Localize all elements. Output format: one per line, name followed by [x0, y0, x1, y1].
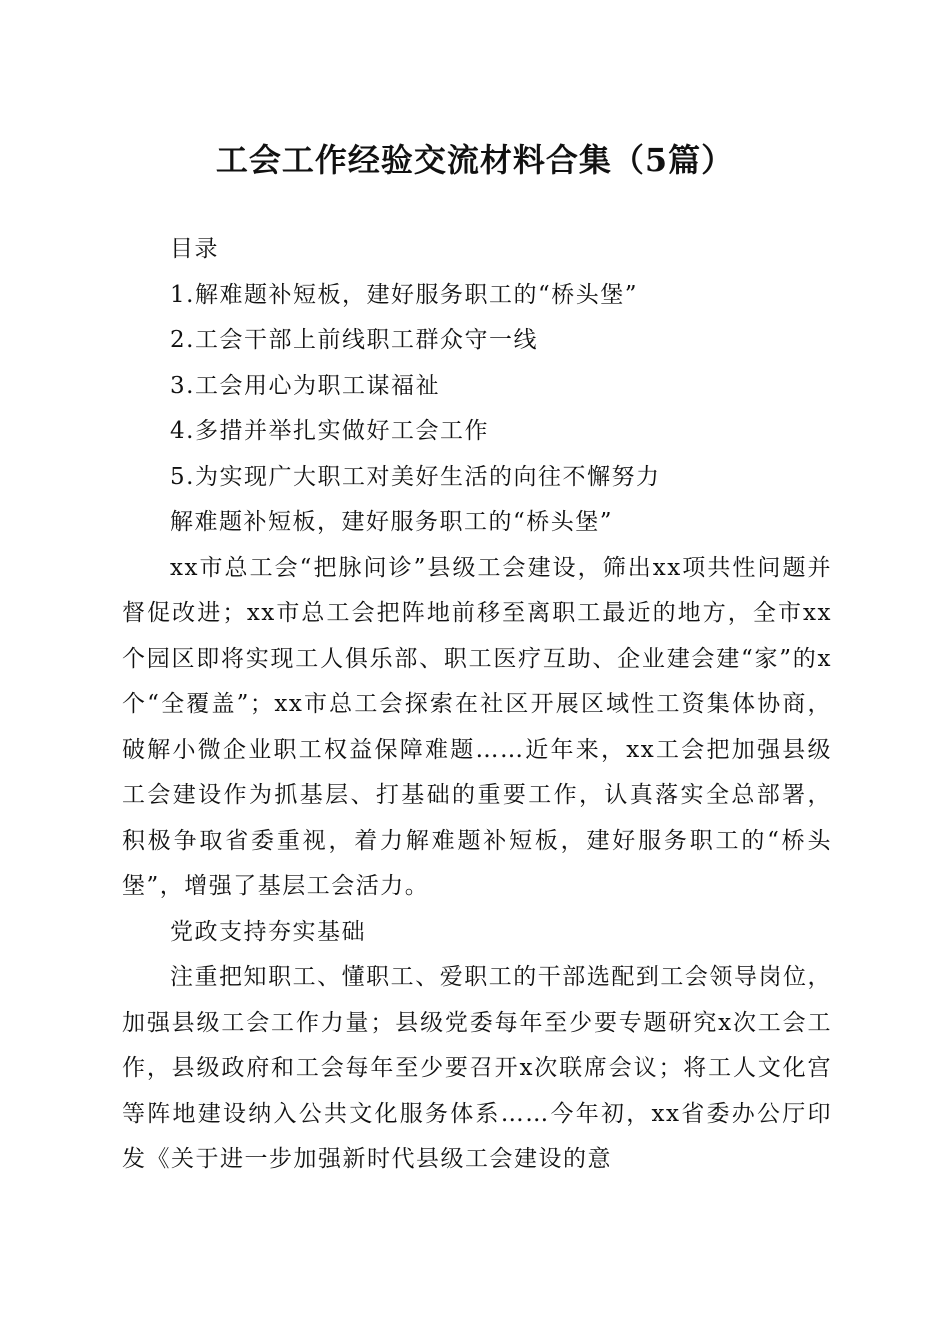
article-title: 解难题补短板，建好服务职工的“桥头堡”	[170, 509, 614, 535]
body-paragraph: xx市总工会“把脉问诊”县级工会建设，筛出xx项共性问题并督促改进；xx市总工会把阵地前移至离职工最近的地方，全市xx个园区即将实现工人俱乐部、职工医疗互助、企业建会建“家”的x个“全覆盖”；xx市总工会探索在社区开展区域性工资集体协商，破解小微企业职工权益保障难题……近年来，xx工会把加强县级工会建设作为抓基层、打基础的重要工作，认真落实全总部署，积极争取省委重视，着力解难题补短板，建好服务职工的“桥头堡”，增强了基层工会活力。	[122, 554, 832, 899]
toc-item: 4.多措并举扎实做好工会工作	[170, 418, 489, 444]
toc-item: 3.工会用心为职工谋福祉	[170, 372, 440, 399]
document-body	[122, 227, 832, 1183]
body-paragraph: 注重把知职工、懂职工、爱职工的干部选配到工会领导岗位，加强县级工会工作力量；县级党委每年至少要专题研究x次工会工作，县级政府和工会每年至少要召开x次联席会议；将工人文化宫等阵地建设纳入公共文化服务体系……今年初，xx省委办公厅印发《关于进一步加强新时代县级工会建设的意	[122, 964, 832, 1172]
toc-item: 2.工会干部上前线职工群众守一线	[170, 327, 538, 353]
section-heading: 党政支持夯实基础	[170, 918, 366, 945]
toc-item: 5.为实现广大职工对美好生活的向往不懈努力	[170, 463, 661, 490]
toc-item: 1.解难题补短板，建好服务职工的“桥头堡”	[170, 281, 638, 308]
toc-heading: 目录	[170, 236, 219, 262]
document-title: 工会工作经验交流材料合集（5篇）	[215, 141, 735, 179]
